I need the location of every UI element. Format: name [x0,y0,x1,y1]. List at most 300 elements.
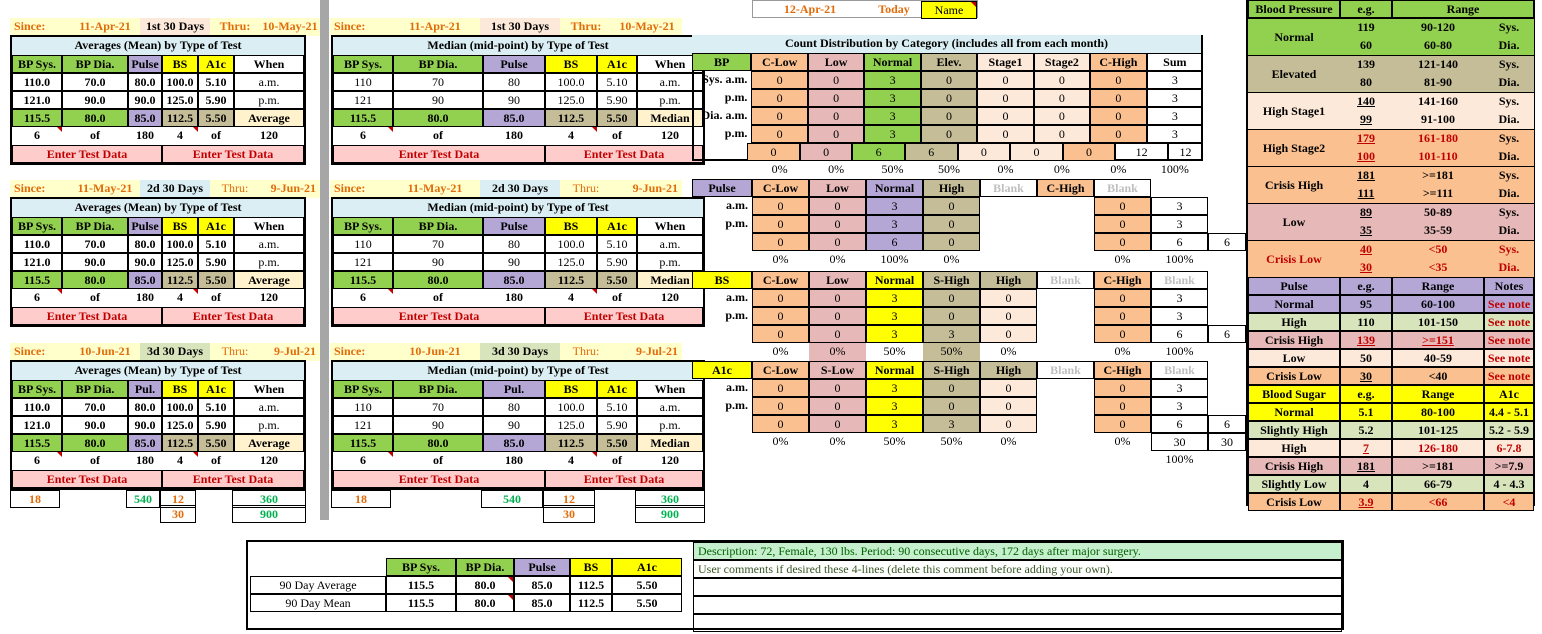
of: of [433,290,443,304]
when-pm: p.m. [234,253,304,271]
summary-label: Average [234,434,304,452]
am-value: 80.0 [128,398,162,416]
avg-value: 112.5 [162,271,198,289]
spacer [692,161,751,179]
count-total: 180 [136,453,154,467]
count-cell: 3 [1151,397,1208,415]
count-cell: 0 [752,379,809,397]
pm-value: 125.0 [162,416,198,434]
count-header: Normal [866,179,923,197]
enter-test-data-button[interactable]: Enter Test Data [545,307,703,325]
bs-ref: 3.9 [1340,493,1392,511]
count-cell: 3 [1151,197,1208,215]
pm-value: 90.0 [128,91,162,109]
col-header-bp_sys: BP Sys. [333,380,393,398]
pulse-ref: 110 [1340,313,1392,331]
am-value: 70.0 [62,73,128,91]
bp-category: Crisis Low [1266,252,1322,266]
enter-test-data-button[interactable]: Enter Test Data [162,145,304,163]
blank-cell [1037,289,1094,307]
sum-cell: 0 [809,325,866,343]
am-value: 110 [333,398,393,416]
col-header-bs: BS [545,380,597,398]
sum-cell: 0 [809,233,866,251]
pulse-ref: See note [1484,295,1534,313]
avg-table-1 [10,35,306,165]
blank-cell [980,197,1037,215]
when-pm: p.m. [637,253,703,271]
pulse-ref: See note [1484,313,1534,331]
spacer [692,143,747,161]
pm-value: 90.0 [62,91,128,109]
count-cell: 3 [864,107,920,125]
am-value: 80.0 [128,73,162,91]
pulse-ref: 101-150 [1392,313,1484,331]
bs-ref: 126-180 [1392,439,1484,457]
col-header-when: When [234,217,304,235]
since-date: 10-Jun-21 [390,343,480,361]
grand-totals-cell [196,505,232,523]
summary-table: BP Sys. BP Dia. Pulse BS A1c 90 Day Average 115.5 80.0 85.0 112.5 5.50 90 Day Mean 115.5 80.0 85.0 112.5 5.50 [250,558,682,612]
col-header-bs: BS [545,217,597,235]
enter-test-data-button[interactable]: Enter Test Data [162,470,304,488]
bs-ref: Slightly High [1248,421,1340,439]
col-header-bp_dia: BP Dia. [62,55,128,73]
count-cell: 0 [923,197,980,215]
count-total: 180 [505,128,523,142]
sum-cell: 0 [1094,325,1151,343]
count-total: 180 [505,453,523,467]
count-cell: 0 [751,125,807,143]
pulse-ref: See note [1484,349,1534,367]
type: Sys. [1498,20,1520,34]
bs-ref: 5.2 - 5.9 [1484,421,1534,439]
type: Dia. [1498,149,1520,163]
ref-header: e.g. [1340,0,1392,18]
comment-line-3[interactable] [693,596,1342,614]
bs-ref: 101-125 [1392,421,1484,439]
comment-line-1[interactable]: User comments if desired these 4-lines (delete this comment before adding your own). [693,560,1342,578]
today-label: Today [878,2,910,16]
col-header-a1c: A1c [198,217,234,235]
example: 60 [1360,38,1372,52]
count-header: Low [808,53,864,71]
pct-cell: 0% [828,162,845,176]
period-totals-cell: 12 [160,490,196,508]
count-header: Normal [864,53,920,71]
since-date: 10-Jun-21 [70,343,140,361]
of: of [433,128,443,142]
blank-cell [1037,397,1094,415]
count-total: 120 [260,453,278,467]
pm-value: 125.0 [545,253,597,271]
pct-cell: 0% [1114,252,1131,266]
bs-ref: Slightly Low [1248,475,1340,493]
sum-cell: 0 [980,415,1037,433]
count-header: C-High [1037,179,1094,197]
period-totals-cell: 18 [10,490,60,508]
enter-test-data-button[interactable]: Enter Test Data [333,470,545,488]
since-date: 11-Apr-21 [70,18,140,36]
sum-cell: 3 [923,325,980,343]
example: 35 [1360,223,1372,237]
count-title: Count Distribution by Category (includes all from each month) [692,35,1201,53]
sum-cell: 0 [1010,143,1063,161]
bs-ref: High [1248,439,1340,457]
notes-area [693,542,1342,632]
type: Dia. [1498,223,1520,237]
count-header: Stage1 [977,53,1033,71]
count-header: Blank [1037,361,1094,379]
col-header-pulse: Pulse [128,217,162,235]
col-header-bp_sys: BP Sys. [333,217,393,235]
count-header: Blank [1094,179,1151,197]
count-header: Elev. [921,53,977,71]
avg-value: 5.50 [198,109,234,127]
bs-ref: 5.2 [1340,421,1392,439]
count-cell: 3 [866,197,923,215]
sum-cell: 6 [1208,325,1246,343]
spacer [692,251,752,269]
description[interactable]: Description: 72, Female, 130 lbs. Period: 90 consecutive days, 172 days after major surgery. [693,542,1342,560]
sum-cell: 0 [958,143,1011,161]
when-pm: p.m. [637,416,703,434]
summary-label: Median [637,109,703,127]
spacer [692,233,752,251]
count-cell: 3 [1151,215,1208,233]
pm-value: 90 [393,416,483,434]
pct-cell: 50% [881,162,904,176]
bs-ref: 80-100 [1392,403,1484,421]
count-cell: 0 [980,379,1037,397]
sum-cell: 3 [923,415,980,433]
count-cell: 3 [1147,89,1203,107]
example: 111 [1357,186,1375,200]
count-cell: 0 [921,89,977,107]
spacer [692,415,752,433]
blank-cell [1037,343,1094,361]
range: >=111 [1422,186,1454,200]
pm-value: 90.0 [128,416,162,434]
period-1: Since: 11-Apr-21 1st 30 Days Thru: 10-May-21 Since: 11-Apr-21 1st 30 Days Thru: 10-May-21 [10,18,682,35]
of: of [90,290,100,304]
type: Sys. [1498,242,1520,256]
thru-date: 9-Jun-21 [260,180,320,198]
count-cell: 0 [751,71,807,89]
pct-cell: 50% [883,344,906,358]
thru-date: 9-Jul-21 [260,343,320,361]
pm-value: 121.0 [12,253,62,271]
col-header-bs: BS [162,55,198,73]
pct-cell: 0% [1114,344,1131,358]
count-bs: 4 [162,289,198,307]
bp-category: Low [1282,215,1306,229]
row-label: p.m. [725,398,748,412]
count-cell: 3 [866,215,923,233]
am-value: 70 [393,235,483,253]
grand-total: 30 [1208,433,1246,451]
avg-value: 85.0 [483,109,545,127]
count-header: Sum [1147,53,1203,71]
enter-test-data-button[interactable]: Enter Test Data [12,145,162,163]
pct-cell: 0% [1114,434,1131,448]
sum-cell: 6 [1151,325,1208,343]
count-cell: 0 [1094,289,1151,307]
spacer [692,433,752,451]
since-date: 11-May-21 [70,180,140,198]
avg-table-2 [10,197,306,327]
count-header: Stage2 [1034,53,1090,71]
avg-value: 5.50 [597,434,637,452]
count-cell: 0 [923,397,980,415]
bs-ref: 6-7.8 [1484,439,1534,457]
pm-value: 90 [483,91,545,109]
count-header: Normal [866,361,923,379]
pct-cell: 100% [880,252,909,266]
sum-cell: 6 [852,143,905,161]
table-title: Averages (Mean) by Type of Test [12,362,304,380]
ref-header: Blood Sugar [1248,385,1340,403]
name-field[interactable]: Name [921,1,977,19]
count-cell: 0 [921,107,977,125]
pct-cell: 50% [938,162,960,176]
row-label: Dia. a.m. [701,108,748,122]
avg-value: 5.50 [597,271,637,289]
grand-totals-cell [331,505,391,523]
avg-value: 85.0 [483,434,545,452]
sum-cell: 0 [752,415,809,433]
count-header: High [980,271,1037,289]
avg-value: 80.0 [393,434,483,452]
blank-cell [1037,379,1094,397]
count-cell: 0 [752,197,809,215]
grand-totals-cell: 30 [543,505,595,523]
when-pm: p.m. [637,91,703,109]
enter-test-data-button[interactable]: Enter Test Data [162,307,304,325]
am-value: 100.0 [545,398,597,416]
comment-line-4[interactable] [693,614,1342,632]
row-label: p.m. [724,126,748,140]
pct-cell: 0% [829,252,846,266]
range: 101-110 [1418,149,1458,163]
count-header: S-High [923,271,980,289]
avg-label: 90 Day Average [250,576,386,594]
range: 121-140 [1418,57,1458,71]
enter-test-data-button[interactable]: Enter Test Data [545,145,703,163]
of: of [612,128,622,142]
grand-pct: 100% [1165,452,1194,466]
avg-value: 85.0 [128,434,162,452]
range: >=181 [1422,168,1454,182]
avg-value: 5.50 [597,109,637,127]
comment-line-2[interactable] [693,578,1342,596]
example: 30 [1360,260,1372,274]
thru-date: 9-Jul-21 [612,343,682,361]
example: 179 [1357,131,1375,145]
thru-label: Thru: [210,180,260,198]
row-label: a.m. [726,290,748,304]
of: of [211,128,221,142]
table-title: Median (mid-point) by Type of Test [333,37,703,55]
enter-test-data-button[interactable]: Enter Test Data [12,470,162,488]
sum-cell: 12 [1115,143,1168,161]
am-value: 5.10 [597,235,637,253]
col-header-a1c: A1c [597,217,637,235]
am-value: 70 [393,73,483,91]
row-label: a.m. [726,198,748,212]
ref-header: Range [1392,0,1534,18]
pct-cell: 0% [829,434,846,448]
summary-label: Average [234,271,304,289]
when-am: a.m. [234,73,304,91]
sum-cell: 0 [809,415,866,433]
period-totals-cell: 18 [331,490,391,508]
grand-totals-cell: 30 [160,505,196,523]
count-total: 180 [136,290,154,304]
type: Sys. [1498,94,1520,108]
blank-cell [1037,433,1094,451]
pm-value: 121 [333,91,393,109]
when-pm: p.m. [234,91,304,109]
am-value: 5.10 [597,73,637,91]
pulse-ref: 50 [1340,349,1392,367]
count-header: C-Low [751,53,807,71]
count-bp: 6 [333,289,393,307]
sum-cell: 0 [923,233,980,251]
example: 40 [1360,242,1372,256]
count-cell: 0 [808,107,864,125]
col-header-bs: BS [545,55,597,73]
when-am: a.m. [637,398,703,416]
pm-value: 90 [483,253,545,271]
pct-cell: 0% [772,434,789,448]
grand-totals [10,505,306,523]
pm-value: 121.0 [12,91,62,109]
am-value: 5.10 [198,398,234,416]
sum-cell: 6 [1151,233,1208,251]
summary-label: Median [637,434,703,452]
thru-date: 9-Jun-21 [612,180,682,198]
count-cell: 3 [866,397,923,415]
pct-cell: 100% [1165,252,1194,266]
sum-cell: 12 [1168,143,1203,161]
count-total: 120 [661,128,679,142]
count-cell: 0 [1094,397,1151,415]
am-value: 110.0 [12,398,62,416]
am-value: 5.10 [597,398,637,416]
col-header-bp_dia: BP Dia. [393,380,483,398]
blank-cell [1037,415,1094,433]
col-header-when: When [637,217,703,235]
enter-test-data-button[interactable]: Enter Test Data [12,307,162,325]
enter-test-data-button[interactable]: Enter Test Data [545,470,703,488]
count-cell: 3 [864,89,920,107]
spacer [692,343,752,361]
pct-cell: 0% [1110,162,1127,176]
col-header-bp_dia: BP Dia. [393,55,483,73]
period-3-header [10,343,682,360]
count-cell: 0 [1090,107,1146,125]
count-header: A1c [692,361,752,379]
pulse-ref: >=151 [1392,331,1484,349]
avg-value: 112.5 [162,434,198,452]
grand-total: 30 [1151,433,1208,451]
count-pulse [692,179,1246,269]
row-label: a.m. [726,380,748,394]
range: 141-160 [1418,94,1458,108]
count-total: 120 [260,290,278,304]
since-label: Since: [330,180,390,198]
pct-cell: 0% [943,252,960,266]
count-bp [692,35,1203,179]
col-header-when: When [637,55,703,73]
pm-value: 125.0 [162,91,198,109]
count-cell: 0 [923,379,980,397]
row-label: p.m. [725,308,748,322]
pm-value: 121 [333,253,393,271]
period-totals-cell: 360 [635,490,705,508]
enter-test-data-button[interactable]: Enter Test Data [333,145,545,163]
avg-value: 80.0 [393,271,483,289]
count-header: High [980,361,1037,379]
avg-value: 80.0 [62,271,128,289]
column-divider [320,0,329,520]
count-cell: 0 [1034,71,1090,89]
col-header-bp_dia: BP Dia. [62,380,128,398]
period-title: 2d 30 Days [140,180,210,198]
row-label: p.m. [725,216,748,230]
pulse-ref: 40-59 [1392,349,1484,367]
col-header-pulse: Pulse [483,217,545,235]
am-value: 110 [333,73,393,91]
of: of [211,290,221,304]
count-bs: 4 [162,452,198,470]
count-cell: 3 [866,289,923,307]
grand-totals-cell [481,505,543,523]
count-bp: 6 [12,127,62,145]
count-cell: 0 [921,125,977,143]
blank-cell [1037,325,1094,343]
am-value: 100.0 [162,235,198,253]
am-value: 100.0 [545,73,597,91]
col-header-bp_sys: BP Sys. [12,217,62,235]
of: of [433,453,443,467]
count-cell: 0 [1094,215,1151,233]
enter-test-data-button[interactable]: Enter Test Data [333,307,545,325]
ref-header: Blood Pressure [1248,0,1340,18]
count-cell: 3 [864,125,920,143]
count-header: S-Low [809,361,866,379]
count-bp: 6 [333,127,393,145]
when-am: a.m. [637,235,703,253]
pm-value: 5.90 [198,253,234,271]
sum-cell: 0 [800,143,853,161]
blank-cell [980,251,1037,269]
count-header: S-High [923,361,980,379]
count-a1c [692,361,1246,469]
bp-category: Crisis High [1264,178,1324,192]
row-label: Sys. a.m. [702,72,748,86]
when-pm: p.m. [234,416,304,434]
pct-cell: 0% [1000,434,1017,448]
example: 100 [1357,149,1375,163]
type: Dia. [1498,260,1520,274]
pct-cell: 0% [809,343,866,361]
avg-value: 5.50 [198,271,234,289]
table-title: Averages (Mean) by Type of Test [12,37,304,55]
range: 81-90 [1424,75,1452,89]
count-cell: 0 [808,71,864,89]
